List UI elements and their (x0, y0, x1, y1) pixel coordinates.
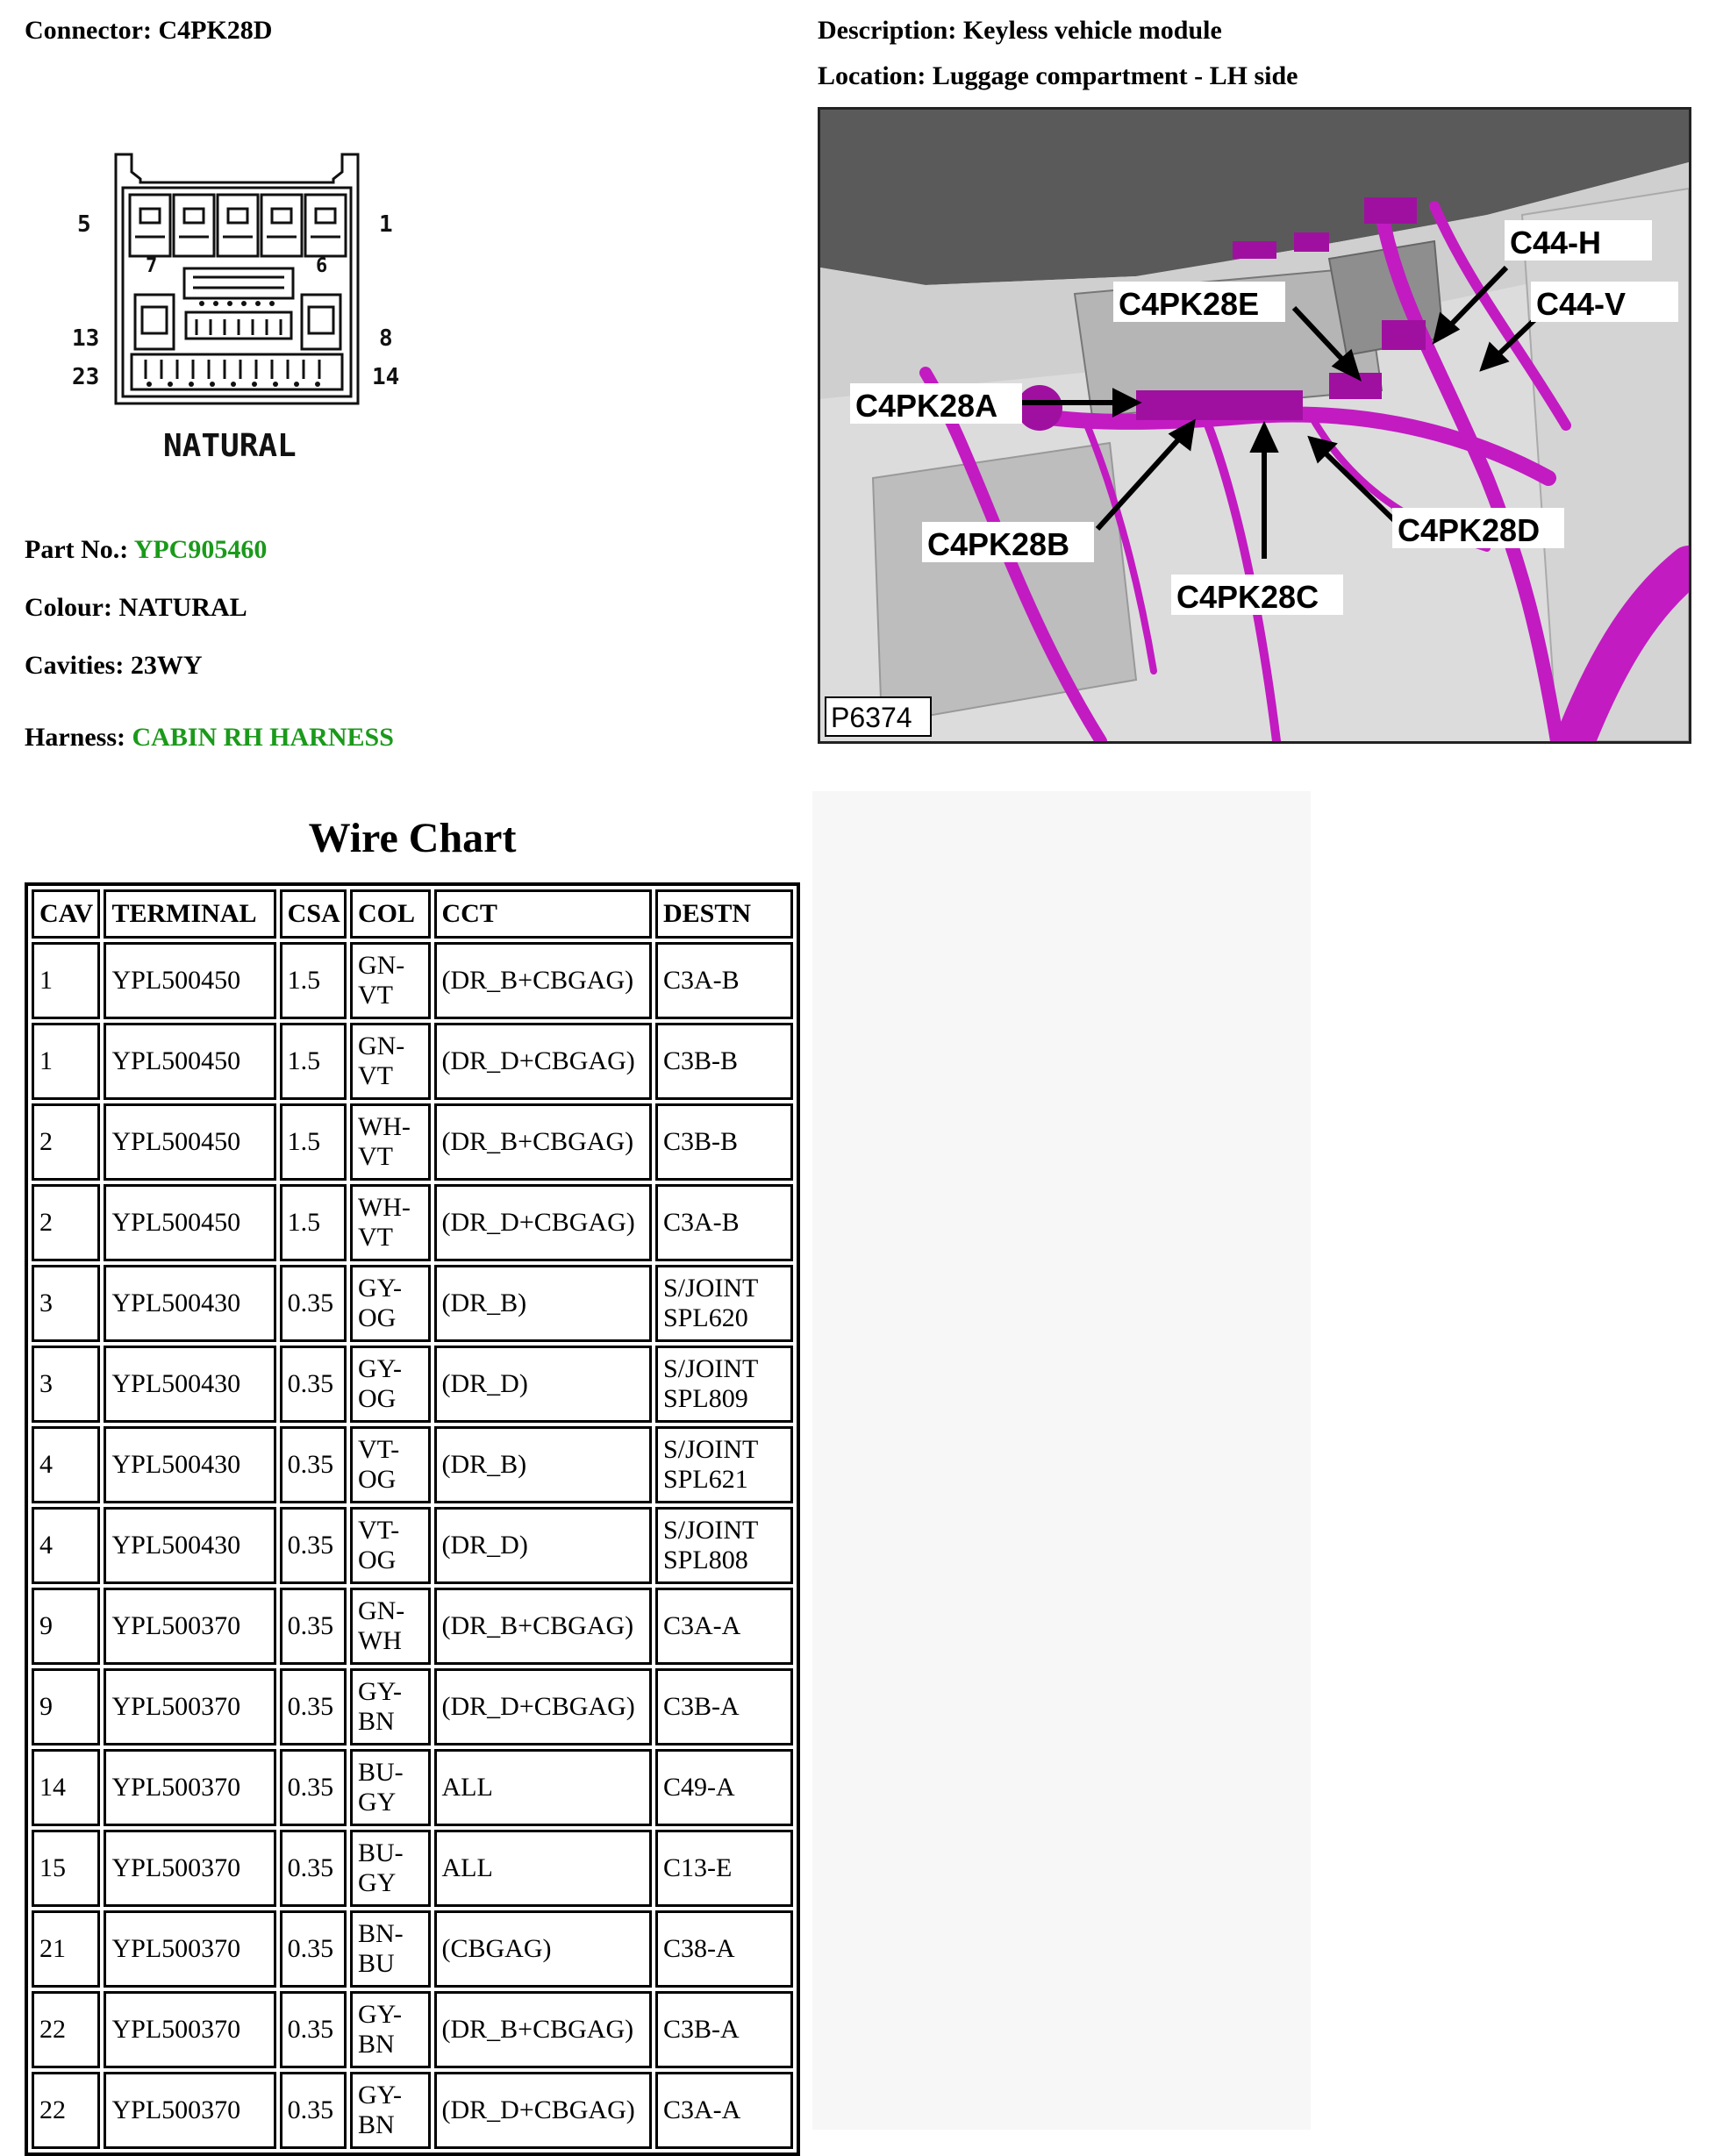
wire-chart-title: Wire Chart (308, 815, 517, 861)
cell-col: WH-VT (350, 1184, 431, 1261)
connector-value: C4PK28D (158, 16, 273, 45)
table-row (32, 1830, 793, 1907)
cell-csa: 0.35 (280, 1749, 347, 1826)
cell-cav: 21 (32, 1910, 100, 1988)
cell-terminal: YPL500370 (104, 1668, 275, 1746)
cell-col: BU-GY (350, 1749, 431, 1826)
cell-destn: S/JOINT SPL620 (655, 1265, 793, 1342)
cell-cav: 1 (32, 1023, 100, 1100)
cell-cct: (DR_D+CBGAG) (434, 1023, 653, 1100)
cell-destn: C3A-B (655, 1184, 793, 1261)
cell-cct: (DR_D+CBGAG) (434, 2072, 653, 2149)
cell-destn: C3B-A (655, 1668, 793, 1746)
cell-cav: 4 (32, 1507, 100, 1584)
cell-cav: 3 (32, 1265, 100, 1342)
cell-col: VT-OG (350, 1426, 431, 1503)
cell-cct: (DR_B+CBGAG) (434, 942, 653, 1019)
pin-label-1: 1 (379, 211, 393, 238)
cell-cav: 15 (32, 1830, 100, 1907)
cell-col: GN-WH (350, 1588, 431, 1665)
column-header-cct: CCT (434, 889, 653, 939)
table-row (32, 1668, 793, 1746)
location-label: Location: (818, 61, 926, 90)
cell-cct: ALL (434, 1830, 653, 1907)
cell-cct: (DR_B+CBGAG) (434, 1991, 653, 2068)
table-row (32, 1910, 793, 1988)
connector-label: Connector: (25, 16, 152, 45)
cell-csa: 1.5 (280, 1023, 347, 1100)
table-row (32, 1103, 793, 1181)
cell-csa: 0.35 (280, 1991, 347, 2068)
cell-destn: C3A-A (655, 1588, 793, 1665)
cell-terminal: YPL500370 (104, 1991, 275, 2068)
cell-csa: 1.5 (280, 1103, 347, 1181)
cell-terminal: YPL500370 (104, 1749, 275, 1826)
location-value: Luggage compartment - LH side (932, 61, 1298, 90)
part-number-label: Part No.: (25, 535, 129, 564)
table-row (32, 1749, 793, 1826)
cell-csa: 0.35 (280, 1588, 347, 1665)
cell-cav: 22 (32, 2072, 100, 2149)
cell-terminal: YPL500430 (104, 1507, 275, 1584)
cell-cct: (DR_B+CBGAG) (434, 1588, 653, 1665)
photo-label-c4pk28b: C4PK28B (927, 526, 1070, 562)
description-heading (818, 16, 1222, 46)
table-row (32, 1588, 793, 1665)
cell-destn: C3B-B (655, 1023, 793, 1100)
cell-cav: 9 (32, 1668, 100, 1746)
cell-cav: 3 (32, 1346, 100, 1423)
cell-col: VT-OG (350, 1507, 431, 1584)
cell-destn: C3A-B (655, 942, 793, 1019)
cell-csa: 0.35 (280, 1265, 347, 1342)
cell-csa: 0.35 (280, 1668, 347, 1746)
cell-cct: (DR_D+CBGAG) (434, 1184, 653, 1261)
cavities-label: Cavities: (25, 651, 125, 680)
cell-cct: ALL (434, 1749, 653, 1826)
cavities (25, 651, 202, 681)
connector-heading (25, 16, 272, 46)
table-row (32, 2072, 793, 2149)
connector-face-diagram (61, 140, 430, 474)
cell-csa: 0.35 (280, 1346, 347, 1423)
cell-cav: 9 (32, 1588, 100, 1665)
photo-label-c44h: C44-H (1510, 225, 1602, 261)
table-row (32, 1991, 793, 2068)
cell-destn: C3B-A (655, 1991, 793, 2068)
connector-caption: NATURAL (163, 428, 297, 464)
table-row (32, 1346, 793, 1423)
cell-col: GY-OG (350, 1265, 431, 1342)
cell-terminal: YPL500430 (104, 1265, 275, 1342)
cell-col: GY-BN (350, 1668, 431, 1746)
cell-terminal: YPL500370 (104, 1830, 275, 1907)
cell-csa: 1.5 (280, 1184, 347, 1261)
cell-cct: (DR_D) (434, 1346, 653, 1423)
pin-label-13: 13 (72, 325, 100, 352)
cell-destn: S/JOINT SPL621 (655, 1426, 793, 1503)
cell-col: GY-BN (350, 2072, 431, 2149)
cell-cav: 22 (32, 1991, 100, 2068)
cell-csa: 1.5 (280, 942, 347, 1019)
table-row (32, 1265, 793, 1342)
cell-terminal: YPL500370 (104, 1910, 275, 1988)
cell-terminal: YPL500450 (104, 1184, 275, 1261)
cell-cct: (DR_B) (434, 1426, 653, 1503)
wire-chart-table (25, 882, 800, 2156)
cell-col: GN-VT (350, 942, 431, 1019)
pin-label-14: 14 (372, 364, 400, 390)
cell-terminal: YPL500370 (104, 2072, 275, 2149)
description-value: Keyless vehicle module (962, 16, 1222, 45)
cell-csa: 0.35 (280, 1830, 347, 1907)
colour (25, 593, 247, 623)
pin-label-8: 8 (379, 325, 393, 352)
cell-csa: 0.35 (280, 2072, 347, 2149)
cell-col: GN-VT (350, 1023, 431, 1100)
cell-cct: (CBGAG) (434, 1910, 653, 1988)
cell-terminal: YPL500450 (104, 1103, 275, 1181)
cell-terminal: YPL500450 (104, 1023, 275, 1100)
pin-label-5: 5 (77, 211, 91, 238)
cell-cct: (DR_D) (434, 1507, 653, 1584)
cell-terminal: YPL500430 (104, 1426, 275, 1503)
photo-label-c4pk28c: C4PK28C (1176, 579, 1319, 615)
cell-cav: 4 (32, 1426, 100, 1503)
cell-destn: C3A-A (655, 2072, 793, 2149)
colour-value: NATURAL (118, 593, 247, 622)
photo-label-c44v: C44-V (1536, 286, 1627, 322)
cell-col: GY-BN (350, 1991, 431, 2068)
column-header-col: COL (350, 889, 431, 939)
cell-destn: C49-A (655, 1749, 793, 1826)
harness-label: Harness: (25, 723, 125, 752)
harness-link[interactable]: CABIN RH HARNESS (132, 723, 394, 752)
cell-cct: (DR_B) (434, 1265, 653, 1342)
cell-cav: 14 (32, 1749, 100, 1826)
cell-cct: (DR_D+CBGAG) (434, 1668, 653, 1746)
photo-label-c4pk28e: C4PK28E (1119, 286, 1260, 322)
cell-col: BU-GY (350, 1830, 431, 1907)
table-row (32, 1426, 793, 1503)
cell-destn: C13-E (655, 1830, 793, 1907)
cell-destn: S/JOINT SPL809 (655, 1346, 793, 1423)
column-header-csa: CSA (280, 889, 347, 939)
wire-table-header-row (32, 889, 793, 939)
pin-label-6: 6 (316, 255, 328, 277)
colour-label: Colour: (25, 593, 112, 622)
part-number-link[interactable]: YPC905460 (133, 535, 268, 564)
cell-cav: 2 (32, 1184, 100, 1261)
column-header-cav: CAV (32, 889, 100, 939)
photo-ref-label: P6374 (831, 702, 912, 733)
cell-terminal: YPL500370 (104, 1588, 275, 1665)
cell-col: GY-OG (350, 1346, 431, 1423)
cavities-value: 23WY (130, 651, 203, 680)
table-row (32, 1184, 793, 1261)
harness (25, 723, 394, 753)
table-row (32, 942, 793, 1019)
description-label: Description: (818, 16, 957, 45)
photo-label-c4pk28a: C4PK28A (855, 388, 998, 424)
cell-csa: 0.35 (280, 1426, 347, 1503)
cell-cav: 1 (32, 942, 100, 1019)
blank-side-panel (812, 791, 1311, 2130)
cell-terminal: YPL500430 (104, 1346, 275, 1423)
cell-col: WH-VT (350, 1103, 431, 1181)
location-heading (818, 61, 1298, 91)
column-header-terminal: TERMINAL (104, 889, 275, 939)
cell-csa: 0.35 (280, 1507, 347, 1584)
pin-label-7: 7 (146, 255, 158, 277)
cell-destn: S/JOINT SPL808 (655, 1507, 793, 1584)
column-header-destn: DESTN (655, 889, 793, 939)
cell-cct: (DR_B+CBGAG) (434, 1103, 653, 1181)
cell-destn: C38-A (655, 1910, 793, 1988)
part-number (25, 535, 267, 565)
table-row (32, 1023, 793, 1100)
photo-label-c4pk28d: C4PK28D (1398, 512, 1541, 548)
cell-cav: 2 (32, 1103, 100, 1181)
cell-terminal: YPL500450 (104, 942, 275, 1019)
cell-csa: 0.35 (280, 1910, 347, 1988)
cell-destn: C3B-B (655, 1103, 793, 1181)
cell-col: BN-BU (350, 1910, 431, 1988)
pin-label-23: 23 (72, 364, 100, 390)
location-illustration (820, 110, 1689, 741)
location-photo (818, 107, 1691, 744)
table-row (32, 1507, 793, 1584)
